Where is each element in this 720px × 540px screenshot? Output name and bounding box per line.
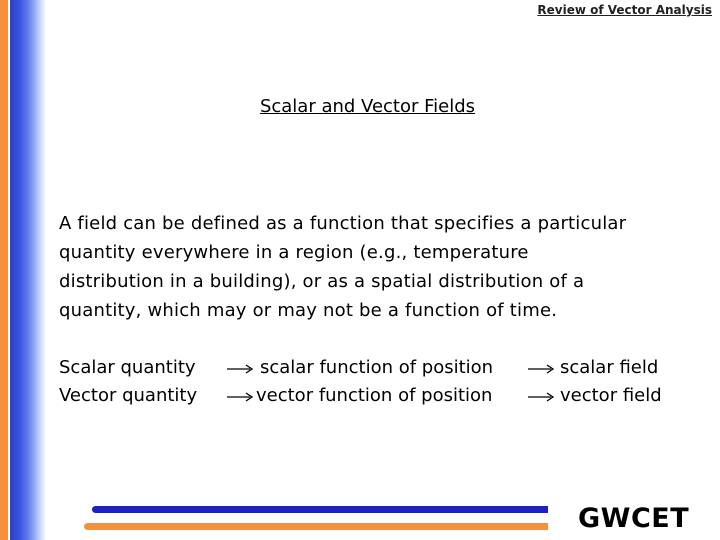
paragraph-line: A field can be defined as a function that specifies a particular — [59, 213, 627, 234]
function-label: scalar function of position — [260, 357, 494, 378]
field-label: vector field — [560, 385, 662, 406]
field-label: scalar field — [560, 357, 659, 378]
slide-title: Scalar and Vector Fields — [259, 96, 476, 117]
gwcet-logo: GWCET — [578, 503, 690, 534]
right-arrow-icon — [527, 363, 555, 375]
paragraph-line: quantity everywhere in a region (e.g., temperature — [59, 242, 529, 263]
quantity-label: Scalar quantity — [59, 357, 196, 378]
right-arrow-icon — [226, 363, 254, 375]
header-label: Review of Vector Analysis — [537, 3, 712, 17]
footer-blue-bar — [92, 506, 548, 513]
quantity-label: Vector quantity — [59, 385, 198, 406]
body-paragraph — [59, 209, 699, 325]
paragraph-line: distribution in a building), or as a spatial distribution of a — [59, 271, 585, 292]
mapping-row-vector — [59, 382, 699, 410]
function-label: vector function of position — [256, 385, 493, 406]
right-arrow-icon — [527, 391, 555, 403]
paragraph-line: quantity, which may or may not be a function of time. — [59, 300, 558, 321]
left-decorative-stripe — [0, 0, 46, 540]
footer-orange-bar — [84, 523, 548, 530]
mapping-row-scalar — [59, 354, 699, 382]
right-arrow-icon — [226, 391, 254, 403]
